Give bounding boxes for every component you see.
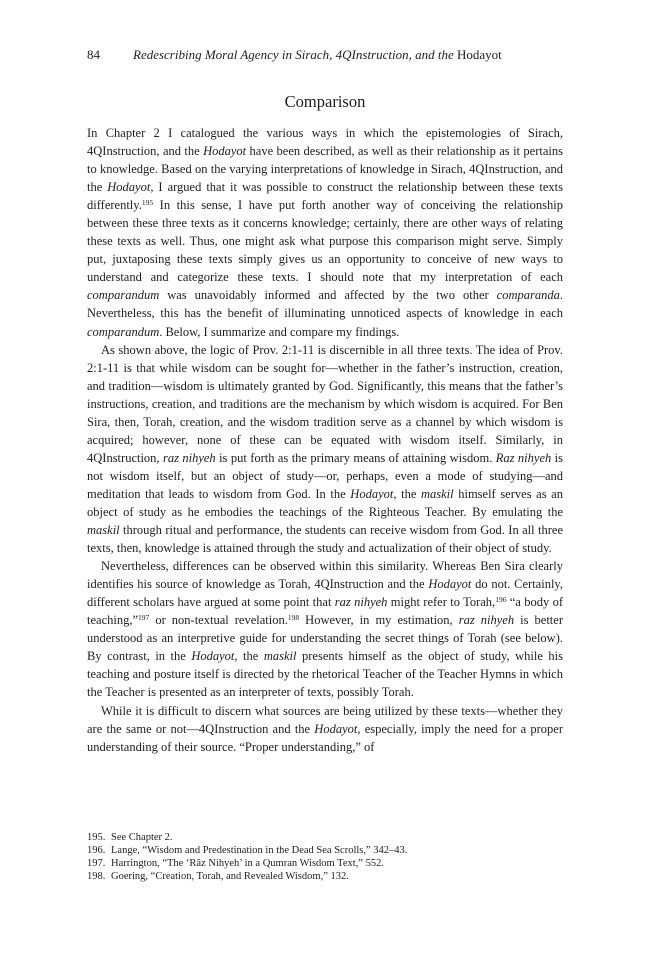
text-run: , the [234, 649, 264, 664]
italic-term: Hodayot [350, 486, 394, 501]
italic-term: Raz nihyeh [495, 450, 552, 465]
text-run: “a body of teaching,” [87, 595, 563, 628]
italic-term: Hodayot [428, 577, 472, 592]
text-run: do not. Certainly, different scholars have argued at some point that [87, 577, 563, 610]
text-run: , the [393, 486, 421, 501]
paragraph [87, 557, 563, 701]
italic-term: Hodayot [314, 721, 358, 736]
footnote-number: 195. [87, 832, 106, 843]
body-text [87, 124, 563, 756]
text-run: In Chapter 2 I catalogued the various ways in which the epistemologies of Sirach, 4QInstruction, and the [87, 126, 563, 159]
italic-term: maskil [420, 486, 454, 501]
text-run: , I argued that it was possible to construct the relationship between these texts differently. [87, 180, 564, 213]
footnotes [87, 831, 563, 883]
italic-term: Hodayot [107, 180, 151, 195]
paragraph [87, 124, 563, 341]
italic-term: maskil [263, 649, 297, 664]
text-run: is put forth as the primary means of attaining wisdom. [215, 450, 496, 465]
text-run: Goering, “Creation, Torah, and Revealed Wisdom,” 132. [111, 871, 349, 882]
running-head-title-end: Hodayot [456, 47, 502, 62]
text-run: through ritual and performance, the students can receive wisdom from God. In all three texts, then, knowledge is attained through the study and actualization of their object of study. [87, 523, 563, 556]
italic-term: comparandum [87, 324, 160, 339]
footnote-text [111, 844, 407, 857]
text-run: In this sense, I have put forth another way of conceiving the relationship between these three texts as it concerns knowledge; certainly, there are other ways of relating these texts as well. Thus, one might ask what purpose this comparison might serve. Simply put, juxtaposing these texts simply gives us an opportunity to conceive of new ways to understand and categorize these texts. I should note that my interpretation of each [87, 198, 563, 285]
text-run: . Below, I summarize and compare my findings. [159, 324, 400, 339]
italic-term: comparandum [87, 288, 160, 303]
footnote-text [111, 857, 384, 870]
paragraph [87, 341, 563, 558]
page-number: 84 [87, 47, 100, 62]
footnote-ref: 198 [287, 613, 300, 623]
section-title: Comparison [284, 92, 366, 111]
footnote-number: 196. [87, 845, 106, 856]
footnote-text [111, 870, 349, 883]
footnote-ref: 197 [138, 613, 150, 623]
text-run: However, in my estimation, [299, 613, 459, 628]
text-run: Harrington, “The ‘Râz Nihyeh’ in a Qumran Wisdom Text,” 552. [111, 858, 384, 869]
text-run: , especially, imply the need for a proper understanding of their source. “Proper understanding,” of [87, 721, 563, 754]
footnote-number: 198. [87, 871, 106, 882]
running-head [87, 47, 567, 63]
text-run: . Nevertheless, this has the benefit of illuminating unnoticed aspects of knowledge in each [87, 288, 563, 321]
footnote [87, 844, 563, 857]
italic-term: comparanda [496, 288, 560, 303]
footnote-ref: 195 [141, 198, 154, 208]
footnote-number: 197. [87, 858, 106, 869]
text-run: presents himself as the object of study, while his teaching and posture itself is directed by the rhetorical Teacher of the Teacher Hymns in which the Teacher is presented as an interpreter of texts, possibly Torah. [87, 649, 563, 700]
italic-term: raz nihyeh [162, 450, 216, 465]
text-run: As shown above, the logic of Prov. 2:1-11 is discernible in all three texts. The idea of Prov. 2:1-11 is that while wisdom can be sought for—whether in the father’s instruction, creation, and tradition—wisdom is ultimately granted by God. Significantly, this means that the father’s instructions, creation, and traditions are the mechanism by which wisdom is acquired. For Ben Sira, then, Torah, creation, and the wisdom tradition serve as a channel by which wisdom is acquired; however, none of these can be equated with wisdom itself. Similarly, in 4QInstruction, [87, 342, 563, 465]
text-run: See Chapter 2. [111, 832, 173, 843]
paragraph [87, 702, 563, 756]
text-run: himself serves as an object of study as he embodies the teachings of the Righteous Teacher. By emulating the [87, 486, 563, 519]
italic-term: Hodayot [191, 649, 235, 664]
running-head-title: Redescribing Moral Agency in Sirach, 4QInstruction, and the [133, 47, 457, 62]
footnote [87, 857, 563, 870]
text-run: might refer to Torah, [387, 595, 496, 610]
text-run: Lange, “Wisdom and Predestination in the Dead Sea Scrolls,” 342–43. [111, 845, 408, 856]
footnote [87, 831, 563, 844]
text-run: While it is difficult to discern what sources are being utilized by these texts—whether they are the same or not—4QInstruction and the [87, 703, 563, 736]
footnote-ref: 196 [495, 595, 507, 605]
footnote [87, 870, 563, 883]
italic-term: Hodayot [203, 144, 247, 159]
text-run: Nevertheless, differences can be observed within this similarity. Whereas Ben Sira clearly identifies his source of knowledge as Torah, 4QInstruction and the [87, 559, 563, 592]
text-run: have been described, as well as their relationship as it pertains to knowledge. Based on the varying interpretations of knowledge in Sirach, 4QInstruction, and the [87, 144, 563, 195]
italic-term: raz nihyeh [458, 613, 515, 628]
text-run: is better understood as an interpretive guide for understanding the secret things of Torah (see below). By contrast, in the [87, 613, 563, 664]
italic-term: maskil [87, 523, 120, 538]
italic-term: raz nihyeh [334, 595, 388, 610]
text-run: or non-textual revelation. [149, 613, 288, 628]
text-run: is not wisdom itself, but an object of study—or, perhaps, even a mode of studying—and meditation that leads to wisdom from God. In the [87, 450, 563, 501]
text-run: was unavoidably informed and affected by the two other [159, 288, 497, 303]
footnote-text [111, 831, 173, 844]
